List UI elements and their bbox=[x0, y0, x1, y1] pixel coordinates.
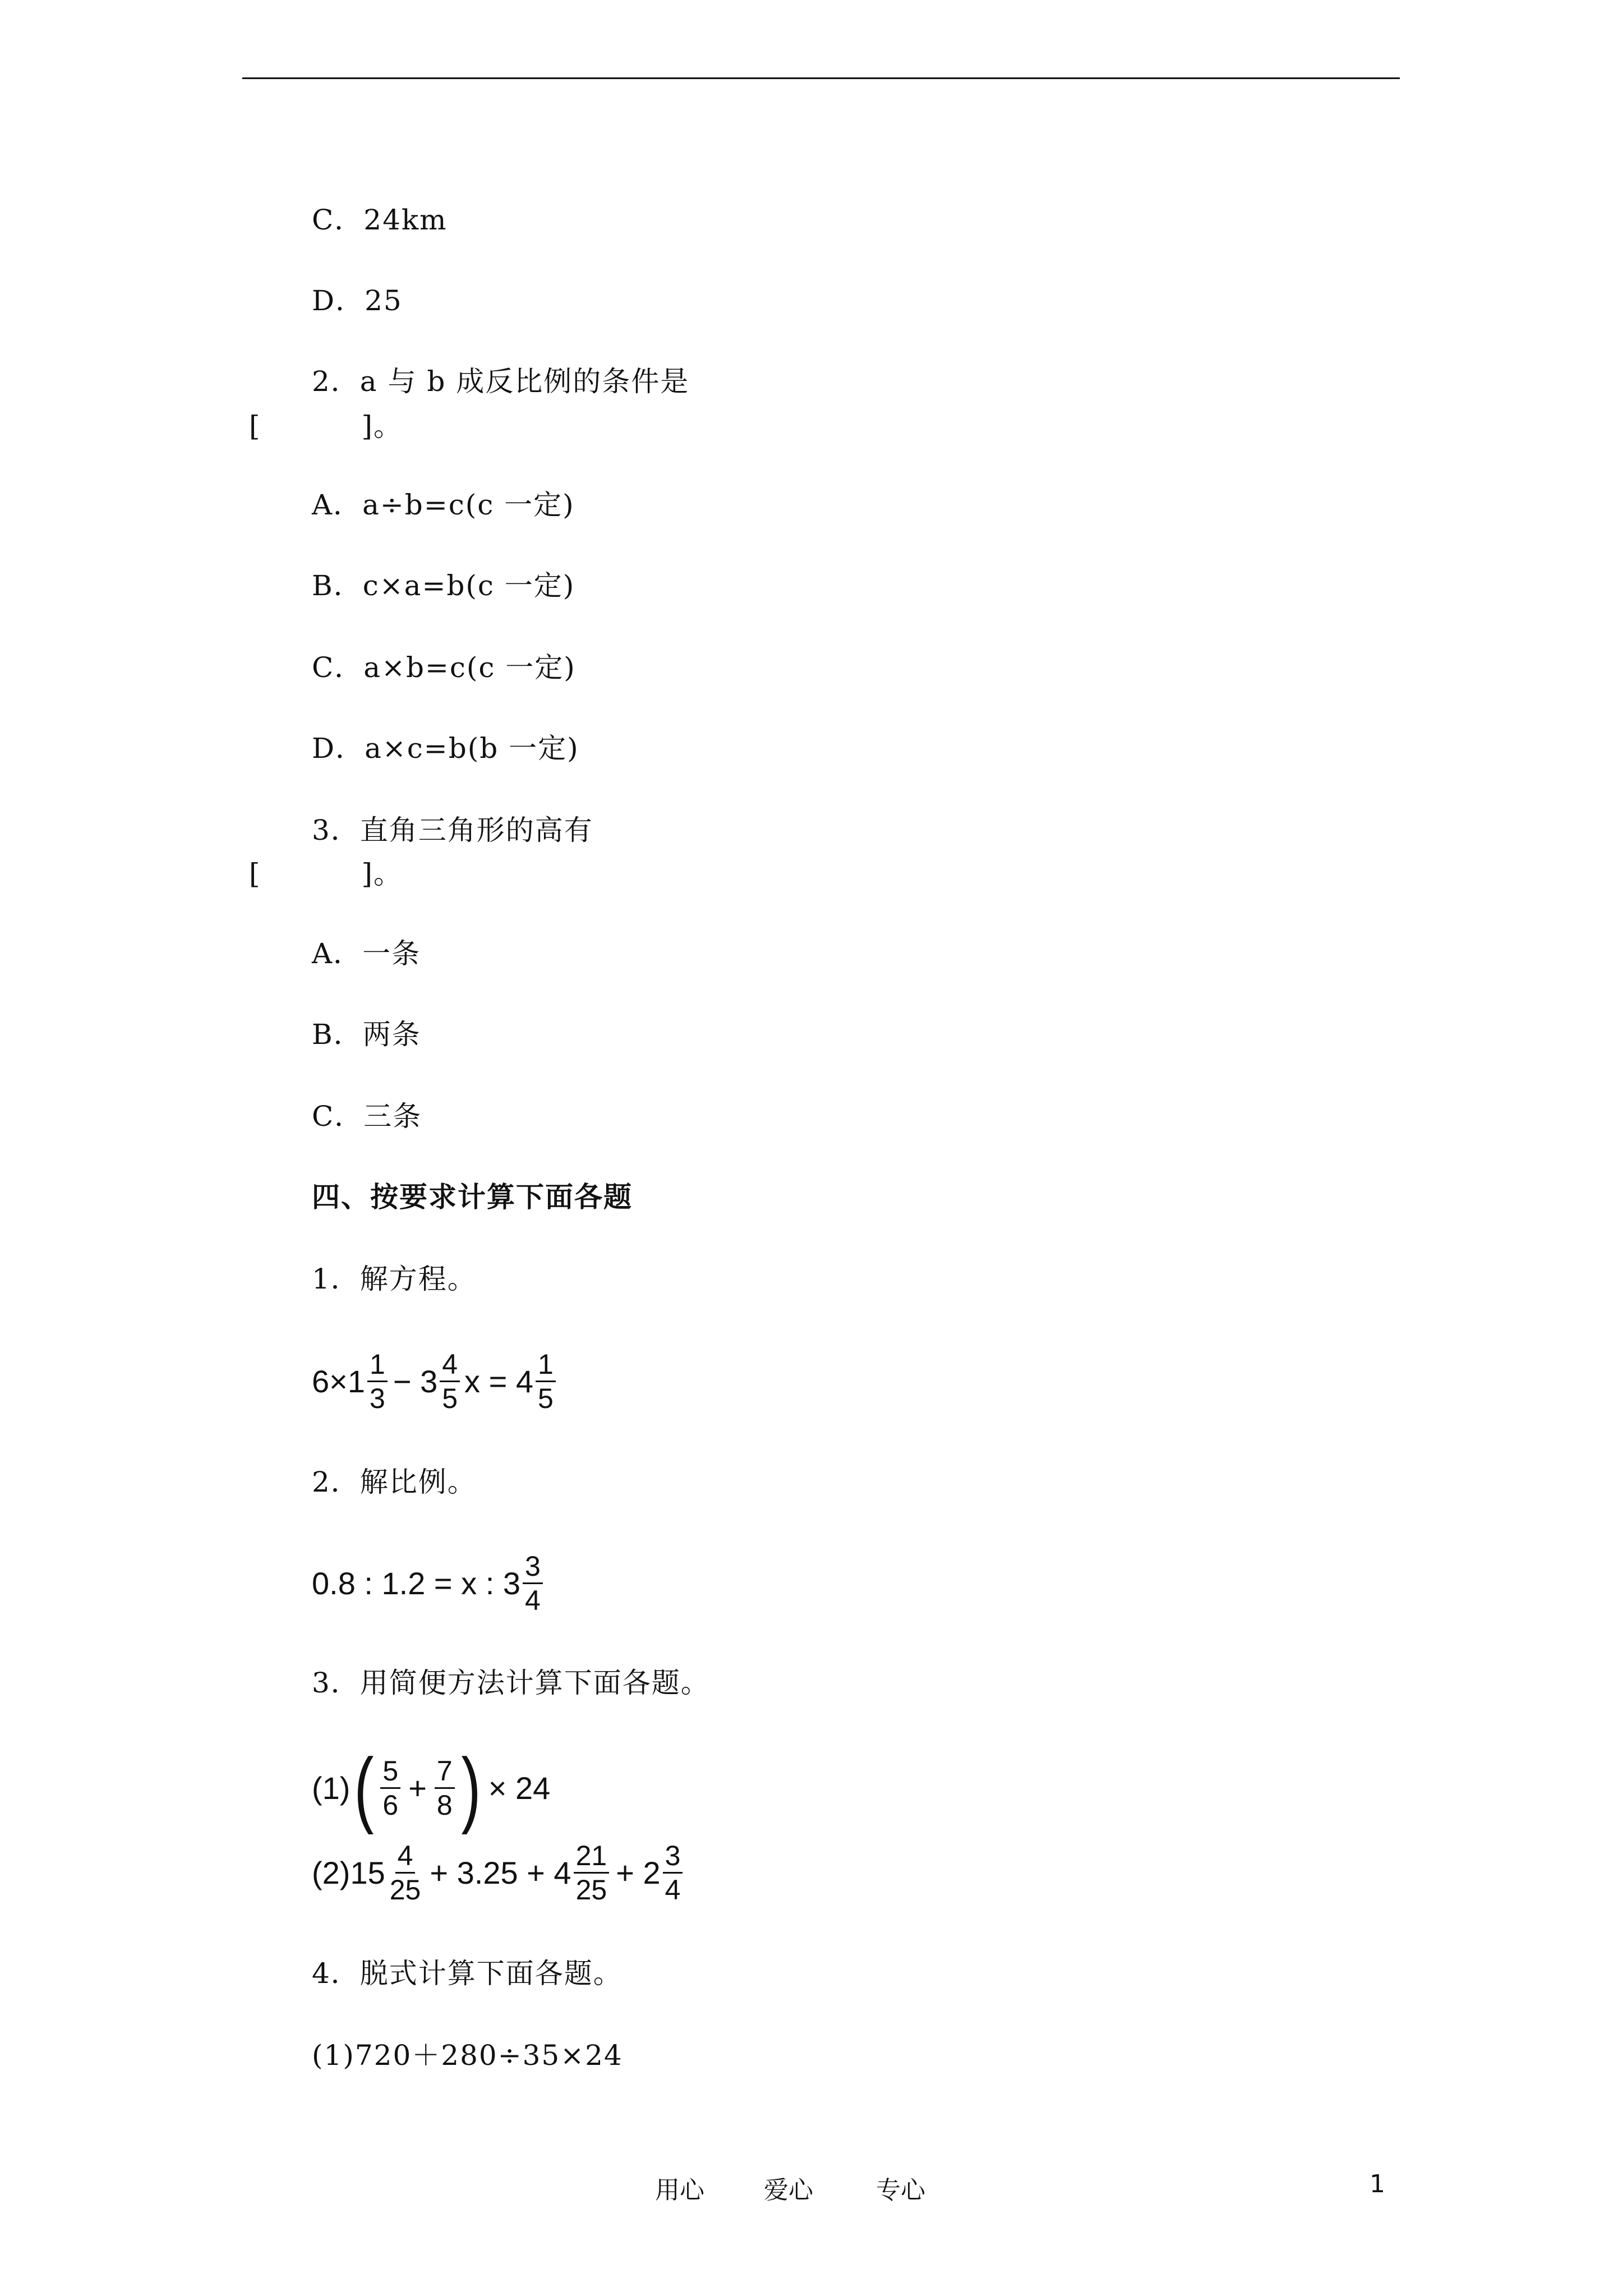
question-3-option-c: C．三条 bbox=[312, 1100, 422, 1133]
problem-4-1-expression: (1)720＋280÷35×24 bbox=[312, 2039, 623, 2072]
question-3-option-a: A．一条 bbox=[312, 937, 421, 970]
equation-2 bbox=[312, 1544, 545, 1622]
equation-3-2-mid-2: + 2 bbox=[616, 1855, 661, 1890]
problem-3-label: 3．用简便方法计算下面各题。 bbox=[312, 1667, 710, 1699]
question-2-answer-bracket: [ ]。 bbox=[249, 410, 403, 443]
equation-3-line-2 bbox=[312, 1833, 685, 1912]
denominator: 5 bbox=[442, 1382, 458, 1414]
fraction-4-5 bbox=[440, 1348, 460, 1415]
denominator: 8 bbox=[436, 1789, 453, 1821]
numerator: 1 bbox=[536, 1348, 556, 1382]
footer-word-3: 专心 bbox=[876, 2176, 925, 2205]
question-2-option-d: D．a×c=b(b 一定) bbox=[312, 732, 579, 765]
equation-1-term-3: x = 4 bbox=[464, 1363, 533, 1399]
fraction-3-4 bbox=[523, 1550, 543, 1617]
plus-sign: + bbox=[408, 1770, 427, 1806]
equation-1-term-1: 6×1 bbox=[312, 1363, 365, 1399]
question-3-option-b: B．两条 bbox=[312, 1018, 421, 1051]
numerator: 3 bbox=[523, 1550, 543, 1584]
numerator: 7 bbox=[435, 1755, 455, 1789]
header-rule bbox=[242, 77, 1400, 79]
page-number: 1 bbox=[1370, 2170, 1385, 2198]
fraction-1-3 bbox=[367, 1348, 388, 1415]
denominator: 5 bbox=[538, 1382, 554, 1414]
equation-3-1-prefix: (1) bbox=[312, 1770, 351, 1806]
numerator: 4 bbox=[395, 1839, 416, 1874]
equation-3-2-prefix: (2)15 bbox=[312, 1855, 385, 1890]
fraction-21-25 bbox=[574, 1839, 610, 1906]
fraction-3-4-b bbox=[663, 1839, 683, 1906]
equation-1 bbox=[312, 1342, 558, 1420]
numerator: 3 bbox=[663, 1839, 683, 1874]
equation-1-term-2: − 3 bbox=[393, 1363, 438, 1399]
option-c-24km: C．24km bbox=[312, 204, 448, 236]
denominator: 25 bbox=[575, 1874, 607, 1906]
equation-3-2-mid-1: + 3.25 + 4 bbox=[430, 1855, 571, 1890]
question-2-option-c: C．a×b=c(c 一定) bbox=[312, 651, 576, 684]
section-4-heading: 四、按要求计算下面各题 bbox=[312, 1181, 633, 1213]
footer-word-2: 爱心 bbox=[764, 2176, 813, 2205]
question-2-option-b: B．c×a=b(c 一定) bbox=[312, 569, 575, 602]
denominator: 6 bbox=[382, 1789, 399, 1821]
problem-2-label: 2．解比例。 bbox=[312, 1466, 477, 1498]
equation-3-1-tail: × 24 bbox=[488, 1770, 551, 1806]
equation-3-line-1 bbox=[312, 1741, 551, 1835]
denominator: 4 bbox=[665, 1874, 681, 1906]
problem-1-label: 1．解方程。 bbox=[312, 1263, 477, 1295]
left-paren: ( bbox=[354, 1741, 374, 1835]
footer-word-1: 用心 bbox=[655, 2176, 704, 2205]
fraction-5-6 bbox=[380, 1755, 400, 1821]
equation-2-text: 0.8 : 1.2 = x : 3 bbox=[312, 1565, 521, 1601]
fraction-1-5 bbox=[536, 1348, 556, 1415]
question-2-option-a: A．a÷b=c(c 一定) bbox=[312, 489, 575, 521]
numerator: 4 bbox=[440, 1348, 460, 1382]
denominator: 4 bbox=[525, 1584, 541, 1616]
fraction-4-25 bbox=[388, 1839, 423, 1906]
fraction-7-8 bbox=[435, 1755, 455, 1821]
right-paren: ) bbox=[461, 1741, 481, 1835]
problem-4-label: 4．脱式计算下面各题。 bbox=[312, 1957, 623, 1990]
numerator: 5 bbox=[380, 1755, 400, 1789]
option-d-25: D．25 bbox=[312, 284, 403, 317]
question-2-stem: 2．a 与 b 成反比例的条件是 bbox=[312, 365, 690, 398]
numerator: 1 bbox=[367, 1348, 388, 1382]
question-3-stem: 3．直角三角形的高有 bbox=[312, 814, 593, 846]
question-3-answer-bracket: [ ]。 bbox=[249, 858, 403, 890]
numerator: 21 bbox=[574, 1839, 610, 1874]
denominator: 25 bbox=[389, 1874, 421, 1906]
denominator: 3 bbox=[370, 1382, 385, 1414]
